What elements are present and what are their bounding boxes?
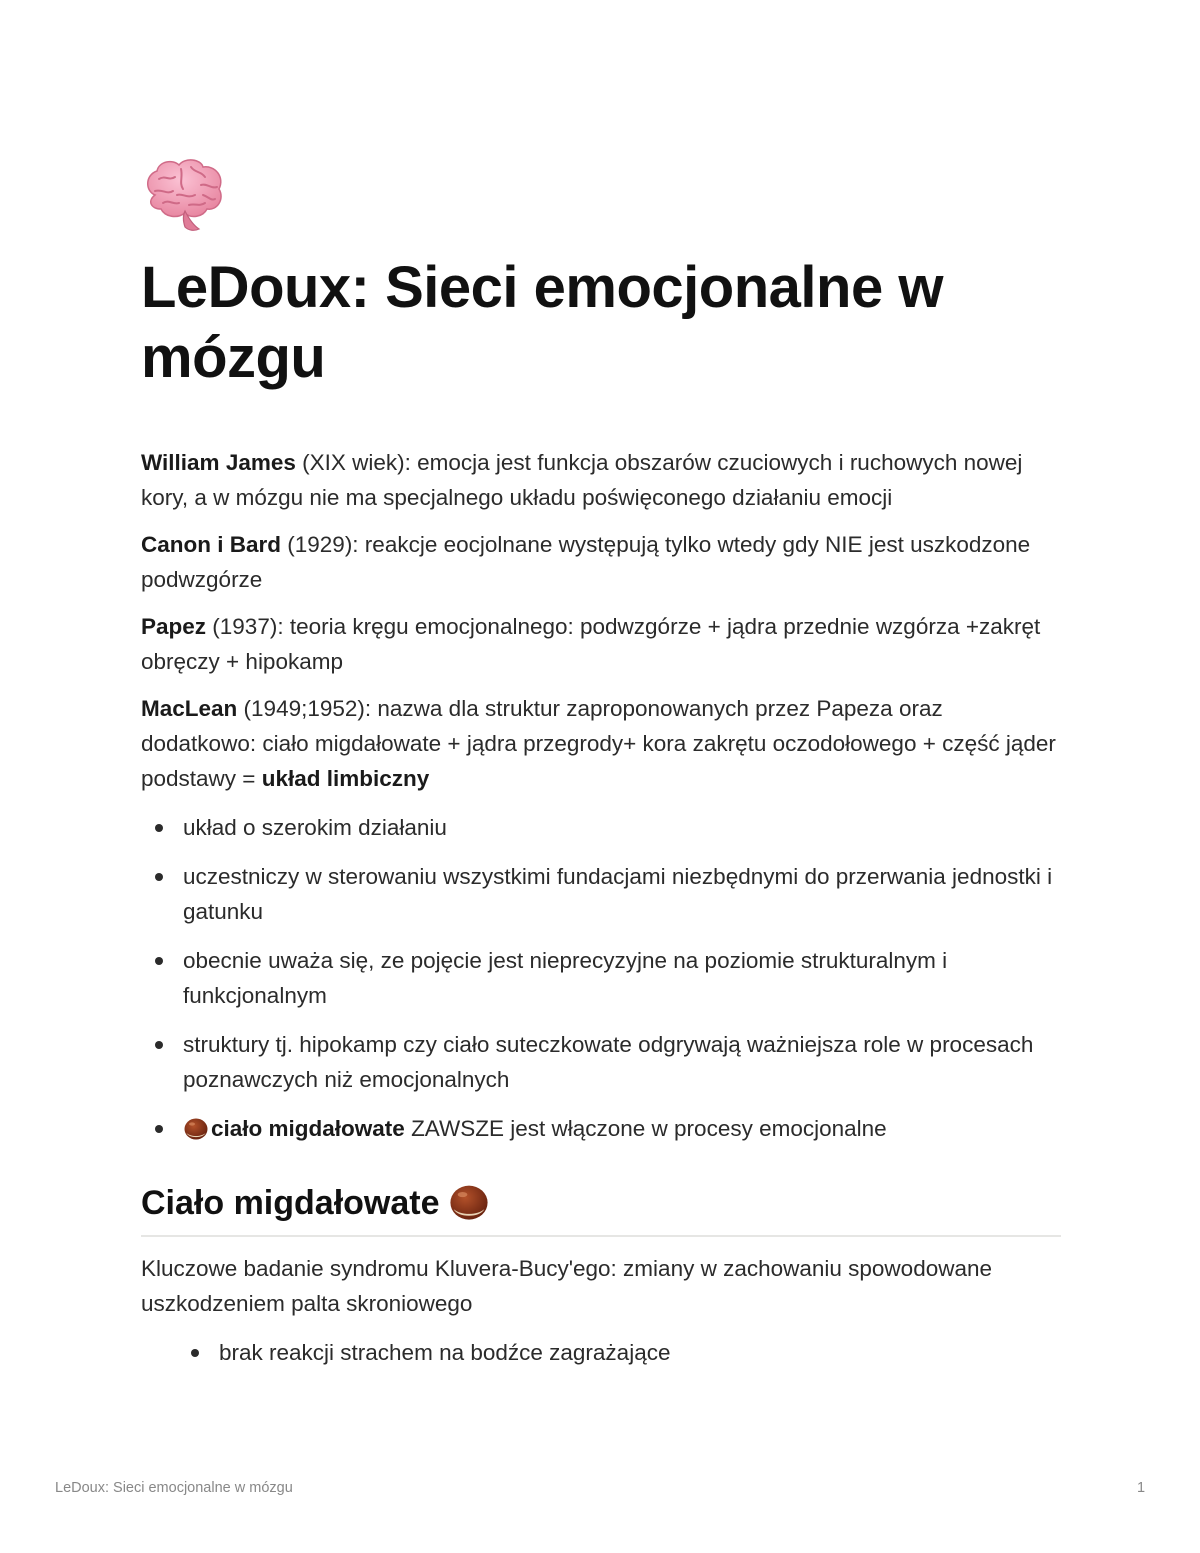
list-item <box>141 859 1061 929</box>
bold-term: MacLean <box>141 696 238 721</box>
list-item-text: brak reakcji strachem na bodźce zagrażające <box>219 1340 671 1365</box>
bullet-dot <box>155 873 163 881</box>
paragraph-william-james <box>141 445 1061 515</box>
list-item <box>141 1111 1061 1146</box>
list-item-text: obecnie uważa się, ze pojęcie jest nieprecyzyjne na poziomie strukturalnym i funkcjonalnym <box>183 948 948 1008</box>
brain-icon <box>141 155 225 235</box>
bold-term-limbic: układ limbiczny <box>261 766 430 791</box>
paragraph-canon-bard <box>141 527 1061 597</box>
bold-term: Papez <box>141 614 207 639</box>
paragraph-text: (XIX wiek): emocja jest funkcja obszarów czuciowych i ruchowych nowej kory, a w mózgu nie ma specjalnego układu poświęconego działaniu emocji <box>141 450 1023 510</box>
paragraph-text: (1937): teoria kręgu emocjonalnego: podwzgórze + jądra przednie wzgórza +zakręt obręczy + hipokamp <box>141 614 1041 674</box>
bullet-dot <box>155 1041 163 1049</box>
section-heading-text: Ciało migdałowate <box>141 1184 440 1222</box>
list-item-text: uczestniczy w sterowaniu wszystkimi fundacjami niezbędnymi do przerwania jednostki i gatunku <box>183 864 1053 924</box>
list-item <box>141 810 1061 845</box>
list-item-text: ZAWSZE jest włączone w procesy emocjonalne <box>404 1116 887 1141</box>
bold-term: Canon i Bard <box>141 532 282 557</box>
paragraph-papez <box>141 609 1061 679</box>
list-item <box>141 1027 1061 1097</box>
bold-term: William James <box>141 450 296 475</box>
bullet-dot <box>155 957 163 965</box>
list-item <box>177 1335 1061 1370</box>
sub-bullet-list <box>177 1335 1061 1370</box>
page-number: 1 <box>1137 1480 1146 1496</box>
paragraph-maclean <box>141 691 1061 796</box>
document-content <box>141 155 1061 1370</box>
list-item-text: układ o szerokim działaniu <box>183 815 447 840</box>
section-heading <box>141 1180 1061 1237</box>
page-title: LeDoux: Sieci emocjonalne w mózgu <box>141 255 943 390</box>
list-item <box>141 943 1061 1013</box>
bold-term: ciało migdałowate <box>211 1116 405 1141</box>
bullet-list <box>141 810 1061 1146</box>
chestnut-icon <box>183 1115 209 1141</box>
section-paragraph: Kluczowe badanie syndromu Kluvera-Bucy'ego: zmiany w zachowaniu spowodowane uszkodzeniem palta skroniowego <box>141 1256 993 1316</box>
list-item-text: struktury tj. hipokamp czy ciało suteczkowate odgrywają ważniejsza role w procesach poznawczych niż emocjonalnych <box>183 1032 1034 1092</box>
paragraph-text: (1929): reakcje eocjolnane występują tylko wtedy gdy NIE jest uszkodzone podwzgórze <box>141 532 1031 592</box>
bullet-dot <box>191 1349 199 1357</box>
chestnut-icon <box>448 1180 490 1222</box>
bullet-dot <box>155 1125 163 1133</box>
paragraph-text: (1949;1952): nazwa dla struktur zaproponowanych przez Papeza oraz dodatkowo: ciało migdałowate + jądra przegrody+ kora zakrętu oczodołowego + część jąder podstawy = <box>141 696 1056 791</box>
footer-title: LeDoux: Sieci emocjonalne w mózgu <box>55 1480 293 1496</box>
bullet-dot <box>155 824 163 832</box>
